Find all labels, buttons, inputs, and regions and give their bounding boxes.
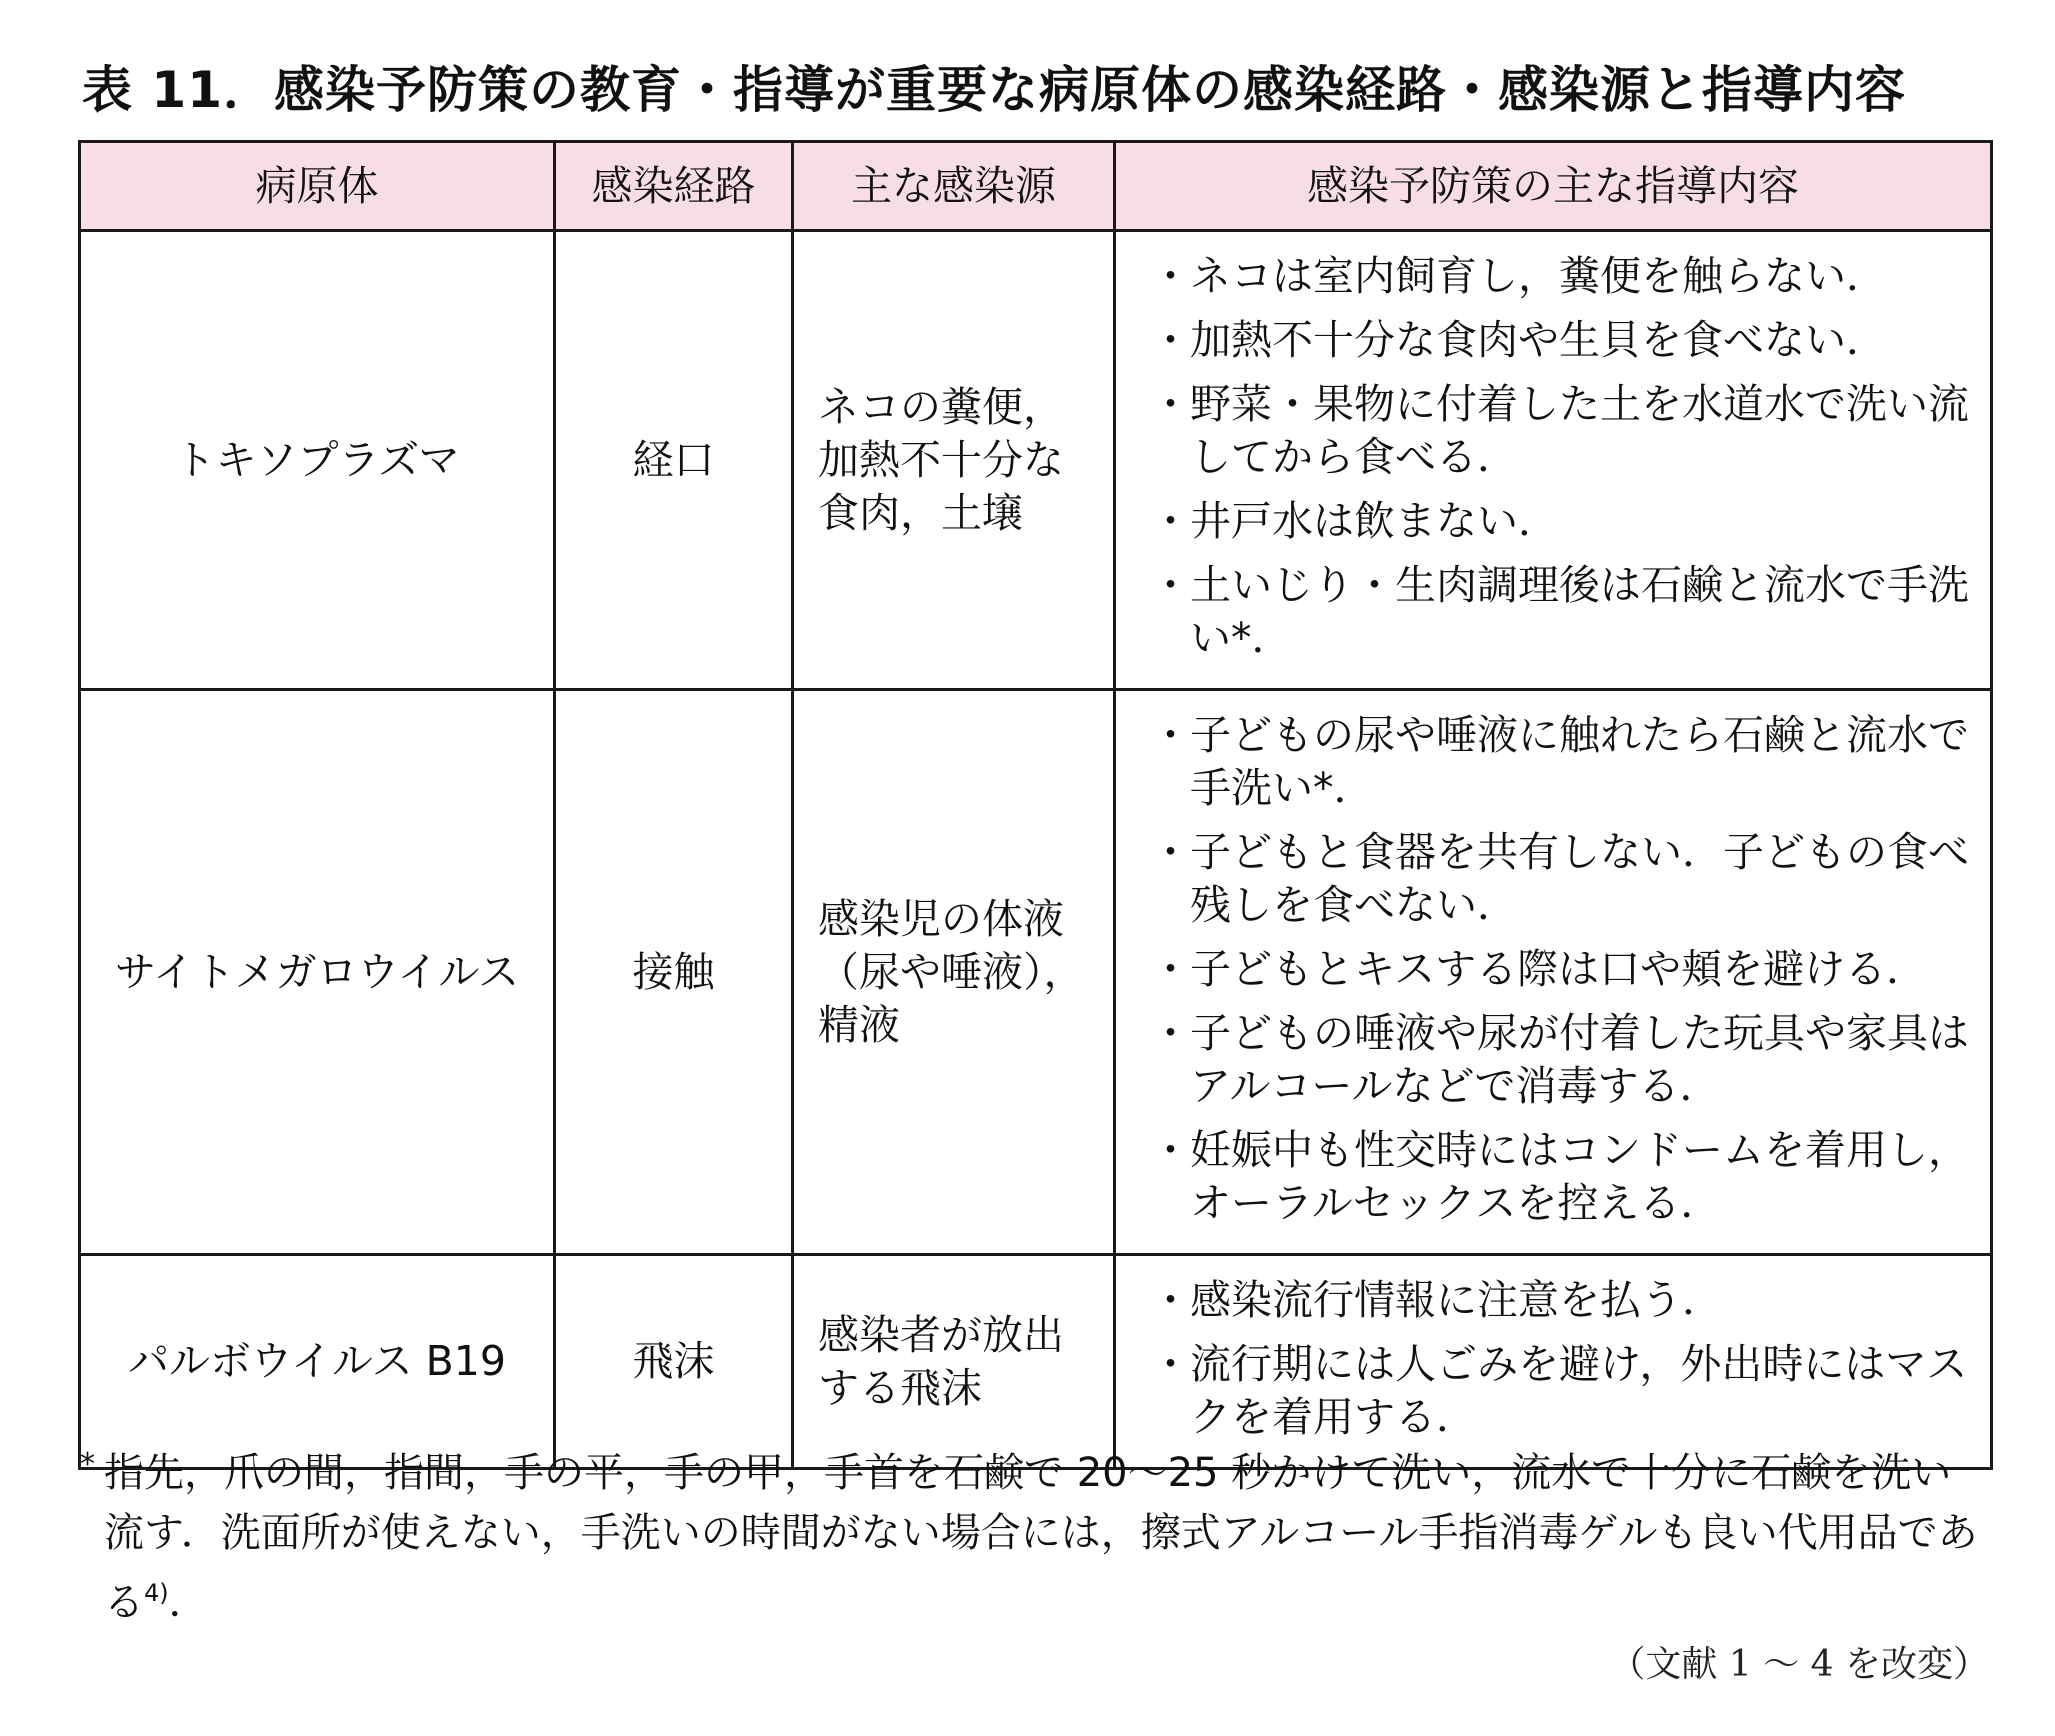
advice-item: ・ 子どもと食器を共有しない．子どもの食べ残しを食べない．	[1154, 826, 1970, 932]
advice-item: ・ 子どもとキスする際は口や頬を避ける．	[1154, 943, 1970, 996]
source-cell: 感染者が放出する飛沫	[793, 1255, 1115, 1469]
footnote-text	[104, 1443, 1990, 1632]
advice-item: ・ 野菜・果物に付着した土を水道水で洗い流してから食べる．	[1154, 378, 1970, 484]
advice-cell	[1115, 231, 1992, 690]
header-route: 感染経路	[555, 142, 793, 231]
advice-item: ・ 子どもの唾液や尿が付着した玩具や家具はアルコールなどで消毒する．	[1154, 1007, 1970, 1113]
source-cell: ネコの糞便，加熱不十分な食肉，土壌	[793, 231, 1115, 690]
footnote-mark: *	[80, 1447, 95, 1482]
advice-item: ・ 土いじり・生肉調理後は石鹸と流水で手洗い*．	[1154, 559, 1970, 665]
source-note: （文献 1 ～ 4 を改変）	[1609, 1644, 1989, 1685]
pathogen-cell: パルボウイルス B19	[80, 1255, 555, 1469]
advice-cell	[1115, 1255, 1992, 1469]
header-advice: 感染予防策の主な指導内容	[1115, 142, 1992, 231]
advice-item: ・ 加熱不十分な食肉や生貝を食べない．	[1154, 314, 1970, 367]
advice-cell	[1115, 690, 1992, 1255]
source-cell: 感染児の体液（尿や唾液），精液	[793, 690, 1115, 1255]
footnote-end: ．	[168, 1579, 209, 1626]
advice-item: ・ ネコは室内飼育し，糞便を触らない．	[1154, 250, 1970, 303]
footnote	[80, 1443, 1990, 1632]
header-source: 主な感染源	[793, 142, 1115, 231]
table-header-row	[80, 142, 1992, 231]
route-cell: 飛沫	[555, 1255, 793, 1469]
table-title: 表 11．感染予防策の教育・指導が重要な病原体の感染経路・感染源と指導内容	[82, 61, 1906, 119]
table-row	[80, 1255, 1992, 1469]
table-row	[80, 690, 1992, 1255]
advice-item: ・ 子どもの尿や唾液に触れたら石鹸と流水で手洗い*．	[1154, 709, 1970, 815]
advice-item: ・ 井戸水は飲まない．	[1154, 495, 1970, 548]
header-pathogen: 病原体	[80, 142, 555, 231]
advice-item: ・ 感染流行情報に注意を払う．	[1154, 1274, 1970, 1327]
infection-table	[78, 140, 1993, 1470]
pathogen-cell: サイトメガロウイルス	[80, 690, 555, 1255]
route-cell: 経口	[555, 231, 793, 690]
footnote-body: 指先，爪の間，指間，手の平，手の甲，手首を石鹸で 20～25 秒かけて洗い，流水で十分に石鹸を洗い流す．洗面所が使えない，手洗いの時間がない場合には，擦式アルコール手指消毒ゲルも良い代用品である	[104, 1450, 1978, 1626]
table-row	[80, 231, 1992, 690]
advice-item: ・ 妊娠中も性交時にはコンドームを着用し，オーラルセックスを控える．	[1154, 1124, 1970, 1230]
pathogen-cell: トキソプラズマ	[80, 231, 555, 690]
footnote-ref: 4)	[144, 1579, 169, 1607]
route-cell: 接触	[555, 690, 793, 1255]
advice-item: ・ 流行期には人ごみを避け，外出時にはマスクを着用する．	[1154, 1338, 1970, 1444]
